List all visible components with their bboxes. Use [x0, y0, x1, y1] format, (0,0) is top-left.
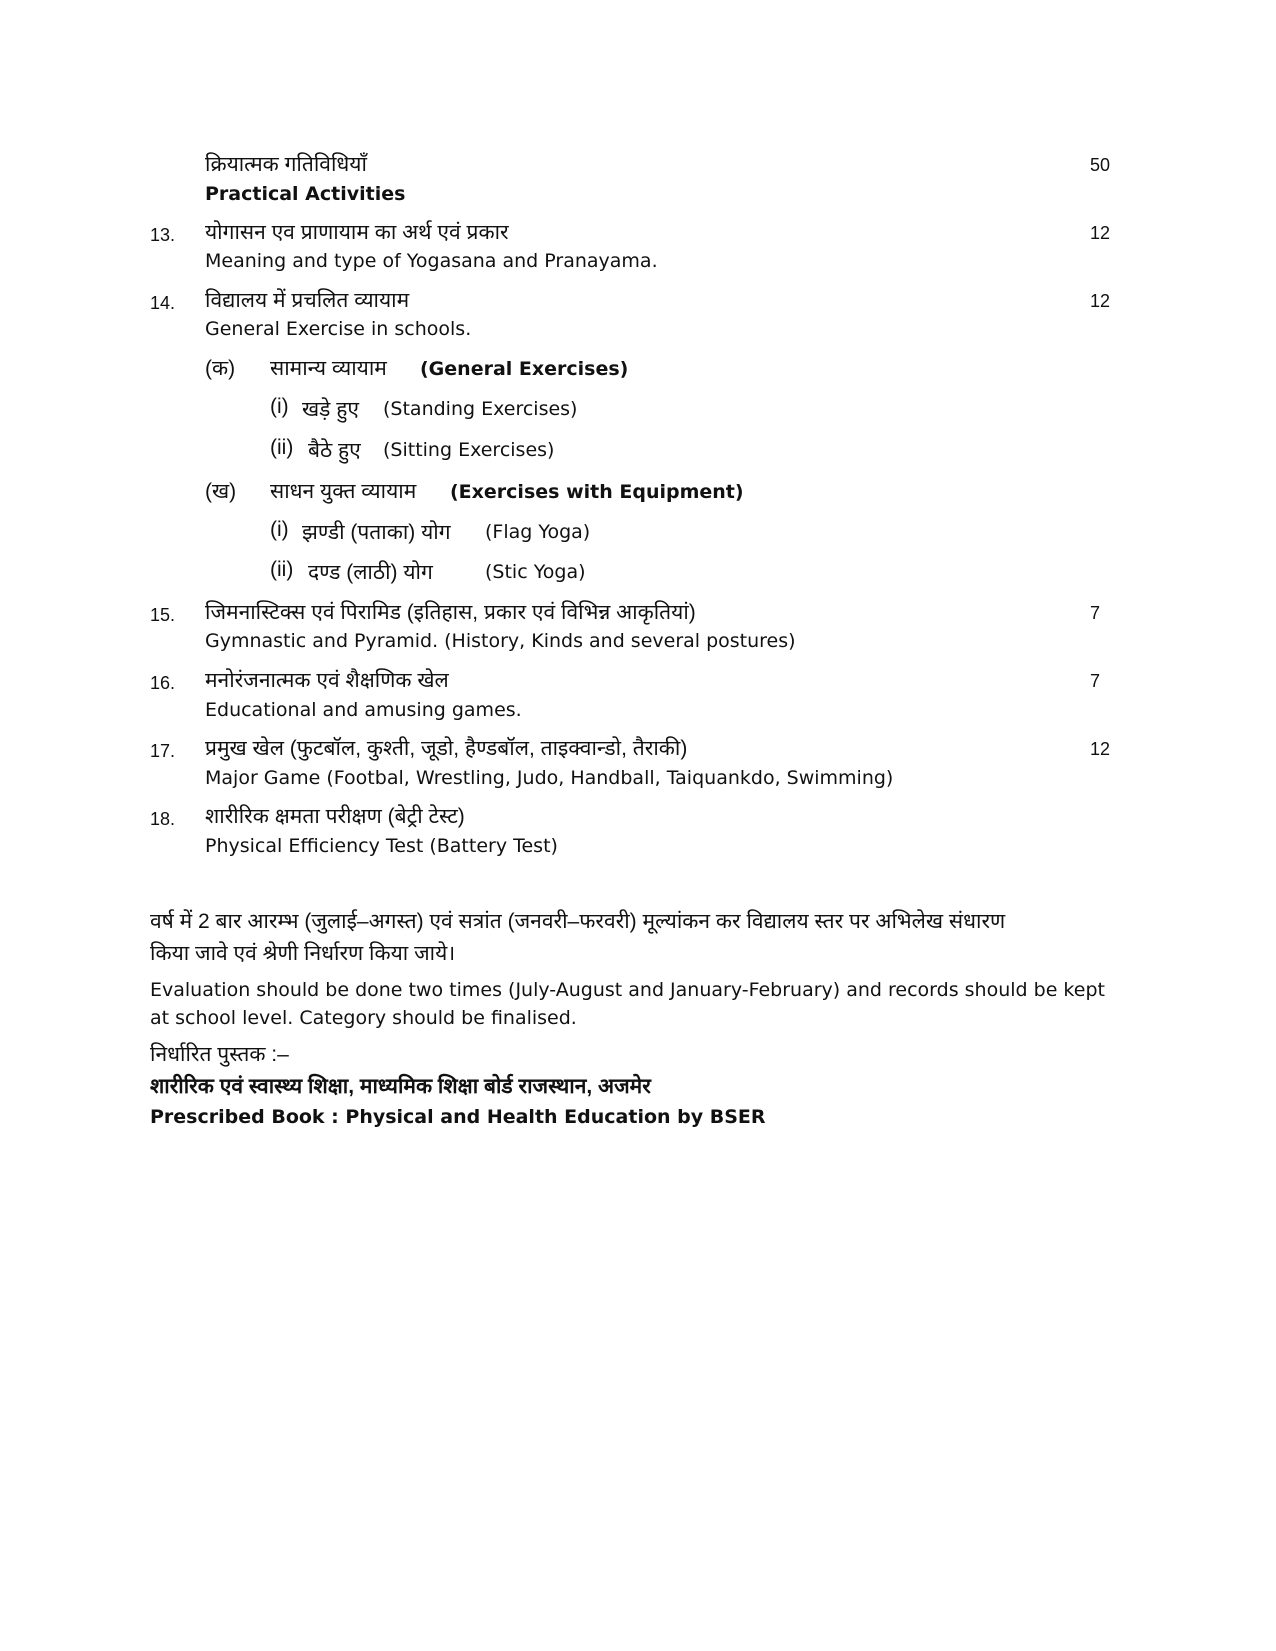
sub14-a-label: (क): [205, 357, 236, 380]
book-title-hindi: शारीरिक एवं स्वास्थ्य शिक्षा, माध्यमिक शिक्षा बोर्ड राजस्थान, अजमेर: [150, 1075, 651, 1098]
item-17-english: Major Game (Footbal, Wrestling, Judo, Handball, Taiquankdo, Swimming): [205, 767, 894, 789]
item-13-marks: 12: [1089, 223, 1110, 243]
item-13-number: 13.: [150, 225, 176, 245]
sub14-a-english: (General Exercises): [420, 358, 629, 380]
item-14-number: 14.: [150, 293, 176, 313]
sub14-b-hindi: साधन युक्त व्यायाम: [270, 480, 417, 503]
item-14-hindi: विद्यालय में प्रचलित व्यायाम: [205, 289, 410, 312]
sub14-a-i-roman: (i): [270, 395, 289, 418]
book-english: Prescribed Book : Physical and Health Education by BSER: [150, 1106, 766, 1128]
item-15-number: 15.: [150, 605, 176, 625]
item-16-hindi: मनोरंजनात्मक एवं शैक्षणिक खेल: [205, 669, 449, 692]
sub14-b-i-english: (Flag Yoga): [485, 521, 591, 543]
sub14-b-ii-hindi: दण्ड (लाठी) योग: [308, 561, 433, 584]
item-16-english: Educational and amusing games.: [205, 699, 522, 721]
sub14-b-i-roman: (i): [270, 518, 289, 541]
item-14-english: General Exercise in schools.: [205, 318, 472, 340]
practical-title-hindi: क्रियात्मक गतिविधियाँ: [205, 153, 367, 176]
item-17-marks: 12: [1089, 739, 1110, 759]
sub14-b-ii-english: (Stic Yoga): [485, 561, 586, 583]
item-15-hindi: जिमनास्टिक्स एवं पिरामिड (इतिहास, प्रकार एवं विभिन्न आकृतियां): [205, 601, 696, 624]
item-15-marks: 7: [1089, 603, 1100, 623]
item-13-hindi: योगासन एव प्राणायाम का अर्थ एवं प्रकार: [205, 221, 509, 244]
item-14-marks: 12: [1089, 291, 1110, 311]
sub14-a-ii-english: (Sitting Exercises): [383, 439, 555, 461]
evaluation-hindi: वर्ष में 2 बार आरम्भ (जुलाई–अगस्त) एवं सत्रांत (जनवरी–फरवरी) मूल्यांकन कर विद्यालय स्तर पर अभिलेख संधारण किया जावे एवं श्रेणी निर्धारण किया जाये।: [150, 910, 1006, 965]
item-17-number: 17.: [150, 741, 176, 761]
sub14-b-ii-roman: (ii): [270, 558, 294, 581]
sub14-b-i-hindi: झण्डी (पताका) योग: [302, 521, 451, 544]
book-label-hindi: निर्धारित पुस्तक :–: [150, 1043, 289, 1066]
item-16-marks: 7: [1089, 671, 1100, 691]
item-18-english: Physical Efficiency Test (Battery Test): [205, 835, 558, 857]
item-17-hindi: प्रमुख खेल (फुटबॉल, कुश्ती, जूडो, हैण्डबॉल, ताइक्वान्डो, तैराकी): [205, 737, 688, 760]
sub14-a-i-hindi: खड़े हुए: [302, 398, 360, 421]
item-18-hindi: शारीरिक क्षमता परीक्षण (बेट्री टेस्ट): [205, 805, 465, 828]
practical-title-english: Practical Activities: [205, 183, 406, 205]
item-15-english: Gymnastic and Pyramid. (History, Kinds and several postures): [205, 630, 796, 652]
practical-marks: 50: [1089, 155, 1110, 175]
evaluation-english: Evaluation should be done two times (July-August and January-February) and records should be kept at school level. Category should be finalised.: [150, 979, 1105, 1029]
sub14-a-i-english: (Standing Exercises): [383, 398, 578, 420]
item-16-number: 16.: [150, 673, 176, 693]
sub14-b-english: (Exercises with Equipment): [450, 481, 744, 503]
item-18-number: 18.: [150, 809, 176, 829]
item-13-english: Meaning and type of Yogasana and Pranayama.: [205, 250, 658, 272]
sub14-b-label: (ख): [205, 480, 237, 503]
sub14-a-ii-hindi: बैठे हुए: [308, 439, 361, 462]
sub14-a-ii-roman: (ii): [270, 436, 294, 459]
sub14-a-hindi: सामान्य व्यायाम: [270, 357, 387, 380]
